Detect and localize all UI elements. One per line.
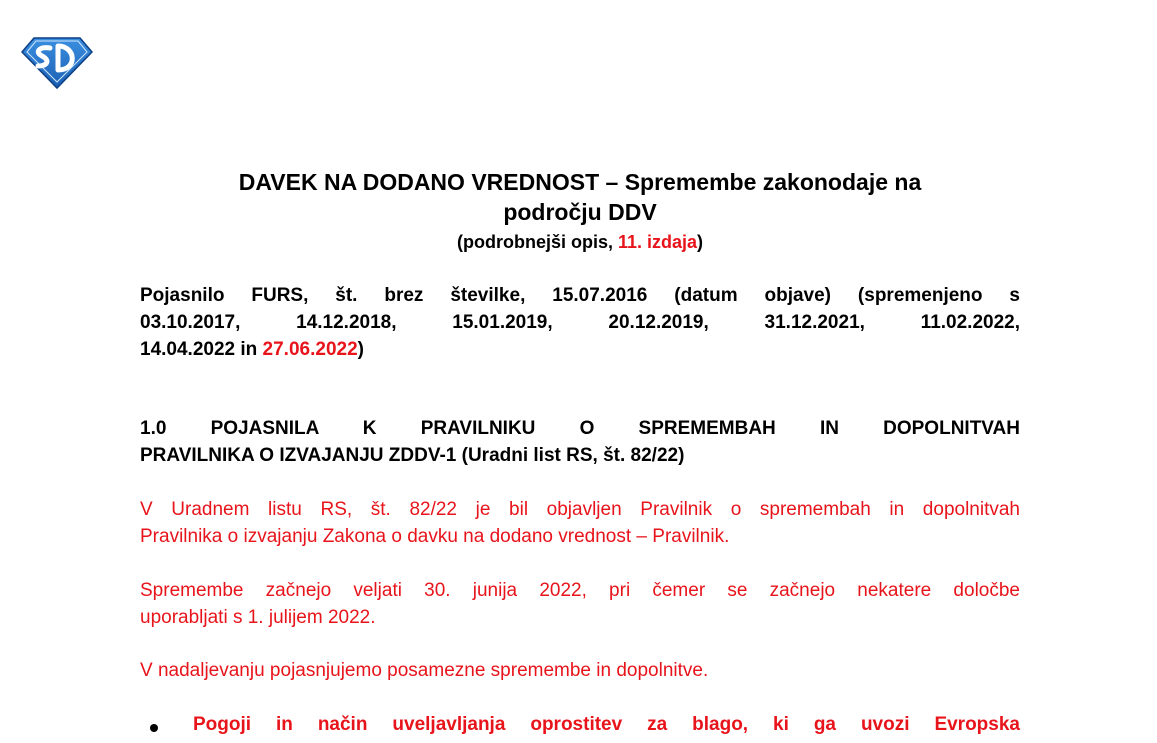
edition-label: 11. izdaja <box>617 232 698 252</box>
bullet-item-1: Pogoji in način uveljavljanja oprostitev za blago, ki ga uvozi Evropska <box>193 714 1020 735</box>
subtitle-open: (podrobnejši opis, <box>456 232 618 252</box>
paragraph-1 <box>140 496 1020 550</box>
paragraph-2-line-2: uporabljati s 1. julijem 2022. <box>140 607 376 628</box>
paragraph-2-line-1: Spremembe začnejo veljati 30. junija 2022, pri čemer se začnejo nekatere določbe <box>140 580 1020 601</box>
intro-line-3-suffix: ) <box>357 339 364 360</box>
paragraph-2 <box>140 577 1020 631</box>
section-heading-line-2: PRAVILNIKA O IZVAJANJU ZDDV-1 (Uradni list RS, št. 82/22) <box>140 445 685 466</box>
title-line-1: DAVEK NA DODANO VREDNOST – Spremembe zakonodaje na <box>238 169 922 195</box>
intro-paragraph <box>140 282 1020 363</box>
document-title <box>140 167 1020 227</box>
paragraph-3-line-1: V nadaljevanju pojasnjujemo posamezne spremembe in dopolnitve. <box>140 660 709 681</box>
subtitle-close: ) <box>697 232 704 252</box>
section-heading-line-1: 1.0 POJASNILA K PRAVILNIKU O SPREMEMBAH IN DOPOLNITVAH <box>140 418 1020 439</box>
intro-line-1: Pojasnilo FURS, št. brez številke, 15.07.2016 (datum objave) (spremenjeno s <box>140 285 1020 306</box>
paragraph-1-line-2: Pravilnika o izvajanju Zakona o davku na dodano vrednost – Pravilnik. <box>140 526 730 547</box>
paragraph-1-line-1: V Uradnem listu RS, št. 82/22 je bil objavljen Pravilnik o spremembah in dopolnitvah <box>140 499 1020 520</box>
paragraph-3 <box>140 657 1020 684</box>
title-line-2: področju DDV <box>503 199 657 225</box>
latest-change-date: 27.06.2022 <box>262 339 358 360</box>
section-heading <box>140 415 1020 469</box>
intro-line-3 <box>140 339 364 360</box>
company-logo <box>20 36 94 90</box>
intro-line-2: 03.10.2017, 14.12.2018, 15.01.2019, 20.12.2019, 31.12.2021, 11.02.2022, <box>140 312 1020 333</box>
bullet-dot-icon <box>150 724 158 732</box>
intro-line-3-prefix: 14.04.2022 in <box>140 339 263 360</box>
document-subtitle <box>140 230 1020 254</box>
